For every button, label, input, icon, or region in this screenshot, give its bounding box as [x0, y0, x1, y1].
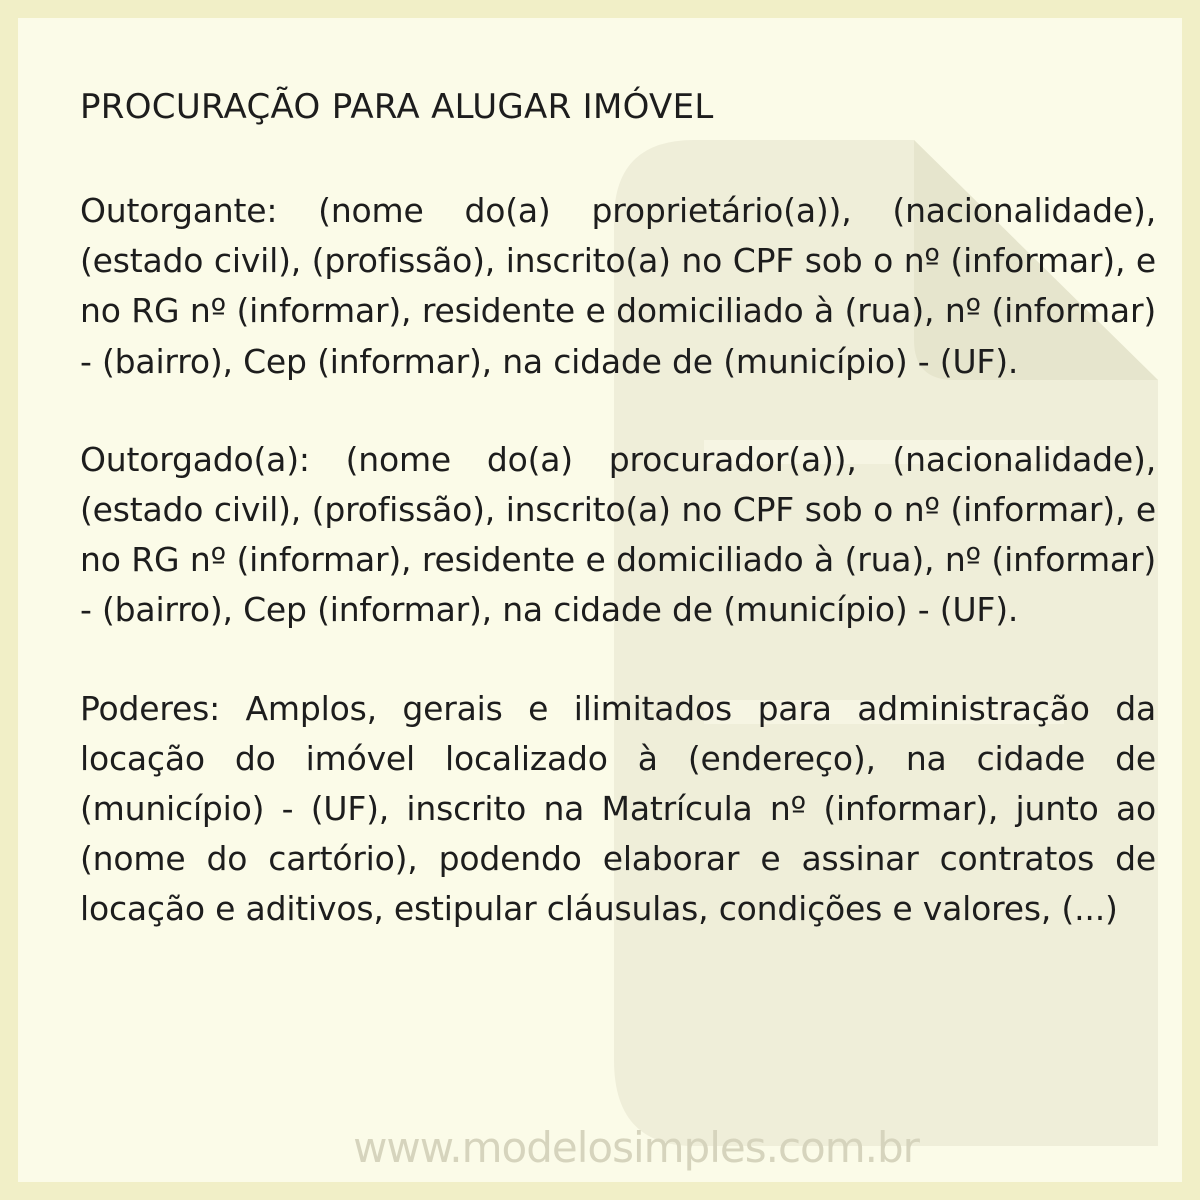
paragraph-outorgante: Outorgante: (nome do(a) proprietário(a)), (nacionalidade), (estado civil), (profissão), inscrito(a) no CPF sob o nº (informar), e no RG nº (informar), residente e domiciliado à (rua), nº (informar) - (bairro), Cep (informar), na cidade de (município) - (UF).	[80, 191, 1156, 381]
paragraph-poderes: Poderes: Amplos, gerais e ilimitados para administração da locação do imóvel localizado à (endereço), na cidade de (município) - (UF), inscrito na Matrícula nº (informar), junto ao (nome do cartório), podendo elaborar e assinar contratos de locação e aditivos, estipular cláusulas, condições e valores, (...)	[80, 688, 1156, 929]
website-watermark: www.modelosimples.com.br	[353, 1123, 919, 1172]
document-title: PROCURAÇÃO PARA ALUGAR IMÓVEL	[80, 87, 714, 127]
document-body	[80, 78, 1156, 935]
paragraph-outorgado: Outorgado(a): (nome do(a) procurador(a)), (nacionalidade), (estado civil), (profissão), inscrito(a) no CPF sob o nº (informar), e no RG nº (informar), residente e domiciliado à (rua), nº (informar) - (bairro), Cep (informar), na cidade de (município) - (UF).	[80, 439, 1156, 630]
